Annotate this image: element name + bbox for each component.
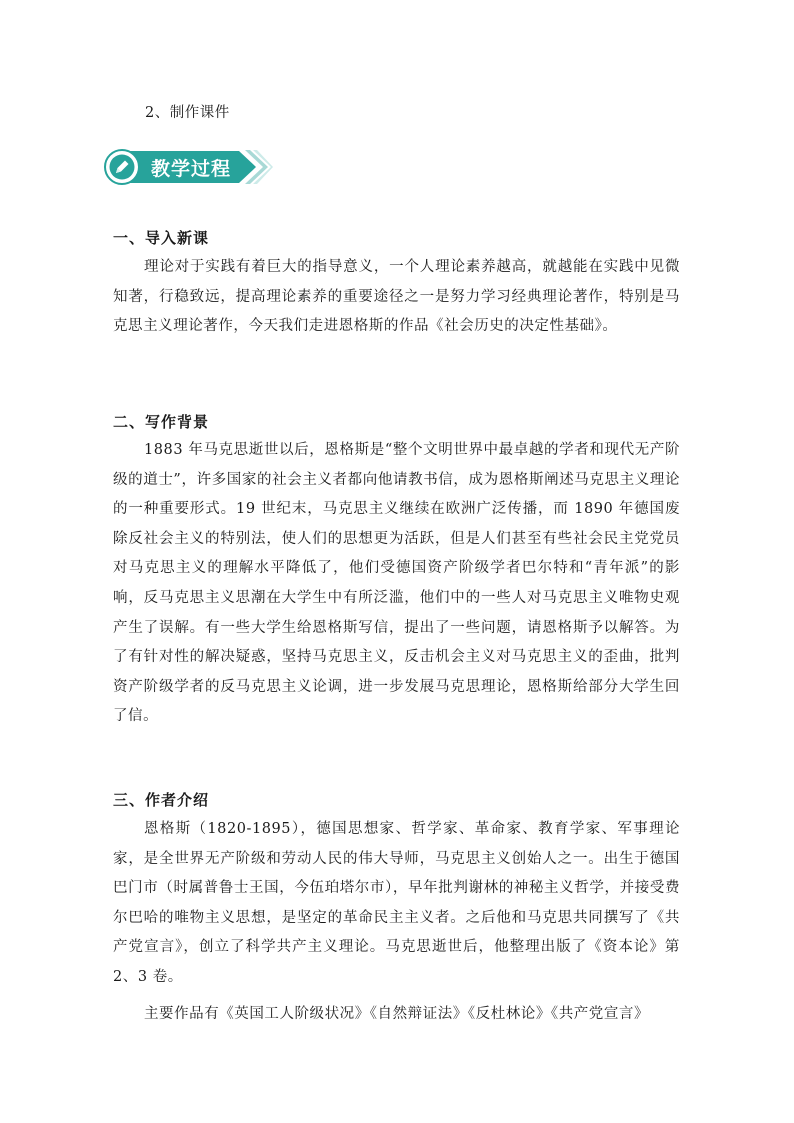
section-heading-intro: 一、导入新课 — [113, 229, 210, 247]
section-banner — [103, 148, 273, 186]
paragraph-background: 1883 年马克思逝世以后，恩格斯是“整个文明世界中最卓越的学者和现代无产阶级的道士”，许多国家的社会主义者都向他请教书信，成为恩格斯阐述马克思主义理论的一种重要形式。19 世纪末，马克思主义继续在欧洲广泛传播，而 1890 年德国废除反社会主义的特别法，使人们的思想更为活跃，但是人们甚至有些社会民主党党员对马克思主义的理解水平降低了，他们受德国资产阶级学者巴尔特和“青年派”的影响，反马克思主义思潮在大学生中有所泛滥，他们中的一些人对马克思主义唯物史观产生了误解。有一些大学生给恩格斯写信，提出了一些问题，请恩格斯予以解答。为了有针对性的解决疑惑，坚持马克思主义，反击机会主义对马克思主义的歪曲，批判资产阶级学者的反马克思主义论调，进一步发展马克思理论，恩格斯给部分大学生回了信。 — [113, 442, 680, 725]
paragraph-author-works: 主要作品有《英国工人阶级状况》《自然辩证法》《反杜林论》《共产党宣言》 — [144, 1006, 649, 1022]
section-heading-background: 二、写作背景 — [113, 413, 210, 431]
prep-item-courseware: 2、制作课件 — [145, 105, 230, 121]
paragraph-author-bio: 恩格斯（1820-1895），德国思想家、哲学家、革命家、教育学家、军事理论家，是全世界无产阶级和劳动人民的伟大导师，马克思主义创始人之一。出生于德国巴门市（时属普鲁士王国，今伍珀塔尔市），早年批判谢林的神秘主义哲学，并接受费尔巴哈的唯物主义思想，是坚定的革命民主主义者。之后他和马克思共同撰写了《共产党宣言》，创立了科学共产主义理论。马克思逝世后，他整理出版了《资本论》第 2、3 卷。 — [113, 821, 680, 985]
section-heading-author: 三、作者介绍 — [113, 791, 210, 809]
paragraph-intro: 理论对于实践有着巨大的指导意义，一个人理论素养越高，就越能在实践中见微知著，行稳致远，提高理论素养的重要途径之一是努力学习经典理论著作，特别是马克思主义理论著作，今天我们走进恩格斯的作品《社会历史的决定性基础》。 — [113, 259, 680, 335]
banner-title: 教学过程 — [151, 158, 232, 180]
